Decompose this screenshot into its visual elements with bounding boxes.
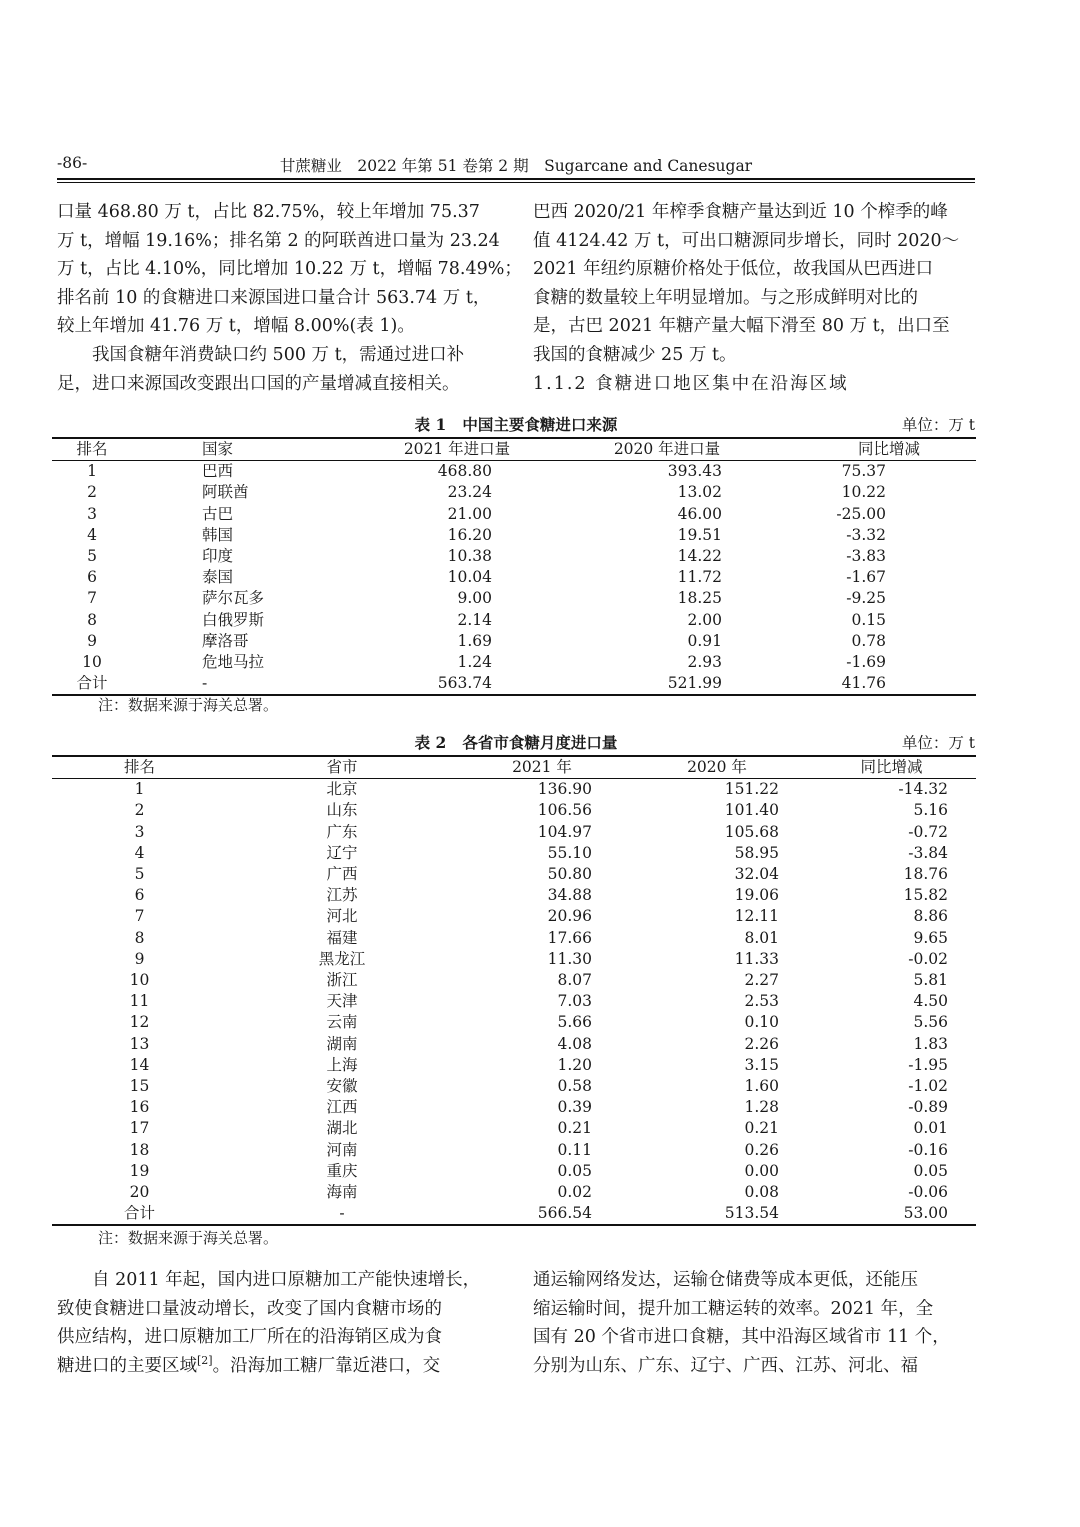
text-line: 足，进口来源国改变跟出口国的产量增减直接相关。 — [57, 373, 460, 394]
table-cell: 湖南 — [326, 1034, 358, 1053]
table-cell: 11 — [129, 992, 150, 1011]
table-cell: 5.16 — [913, 801, 948, 820]
table-row — [52, 991, 976, 1012]
table-cell: 0.05 — [913, 1161, 948, 1180]
text-fragment: 糖进口的主要区域 — [57, 1355, 197, 1376]
table-cell: -0.16 — [908, 1140, 948, 1159]
table1-caption-title: 中国主要食糖进口来源 — [462, 415, 618, 434]
section-subheading: 1.1.2 食糖进口地区集中在沿海区域 — [533, 373, 849, 394]
table-cell: 50.80 — [547, 865, 592, 884]
table-row — [52, 970, 976, 991]
table-cell: 20 — [129, 1183, 150, 1202]
table-cell: -1.67 — [846, 568, 886, 587]
table-row — [52, 546, 976, 567]
table-cell: -25.00 — [836, 504, 886, 523]
table1-note: 注：数据来源于海关总署。 — [98, 696, 279, 714]
table-cell: 0.26 — [744, 1140, 779, 1159]
table-cell: 河北 — [326, 907, 358, 926]
table-cell: 江西 — [326, 1098, 358, 1117]
table-row — [52, 567, 976, 588]
text-line: 供应结构，进口原糖加工厂所在的沿海销区成为食 — [57, 1327, 442, 1348]
table-cell: 9.65 — [913, 928, 948, 947]
table-cell: 泰国 — [202, 568, 234, 587]
table-cell: 0.39 — [557, 1098, 592, 1117]
table-cell: 20.96 — [547, 907, 592, 926]
table-cell: 湖北 — [326, 1119, 358, 1138]
table-cell: 5.56 — [913, 1013, 948, 1032]
table-row — [52, 1055, 976, 1076]
table-row — [52, 1161, 976, 1182]
table1-header-row — [52, 438, 976, 461]
table-cell: 41.76 — [841, 674, 886, 693]
table-row — [52, 482, 976, 503]
table-cell: 18.76 — [903, 865, 948, 884]
table1-caption — [57, 413, 975, 435]
body-column-right-bottom — [533, 1266, 975, 1380]
table-cell: 5.81 — [913, 971, 948, 990]
table-cell: 12.11 — [734, 907, 779, 926]
table-cell: 11.72 — [677, 568, 722, 587]
table-cell: 0.00 — [744, 1161, 779, 1180]
table-cell: 广东 — [326, 822, 358, 841]
text-fragment: 。沿海加工糖厂靠近港口，交 — [212, 1355, 441, 1376]
table2-caption — [57, 731, 975, 753]
table-cell: 17 — [129, 1119, 150, 1138]
table-row — [52, 885, 976, 906]
text-line: 是，古巴 2021 年糖产量大幅下滑至 80 万 t，出口至 — [533, 316, 950, 337]
table-cell: 55.10 — [547, 843, 592, 862]
table2-header-row — [52, 756, 976, 779]
table-cell: 10.04 — [447, 568, 492, 587]
table-cell: 1.24 — [457, 653, 492, 672]
table-cell: 104.97 — [537, 822, 592, 841]
table-cell: 4 — [134, 843, 145, 862]
table-cell: 75.37 — [841, 462, 886, 481]
table-cell: -14.32 — [898, 780, 948, 799]
table-cell: 3 — [134, 822, 145, 841]
text-line: 缩运输时间，提升加工糖运转的效率。2021 年，全 — [533, 1298, 934, 1319]
column-header: 排名 — [123, 758, 155, 776]
table-cell: 468.80 — [437, 462, 492, 481]
table-cell: 566.54 — [537, 1204, 592, 1223]
table-cell: 12 — [129, 1013, 150, 1032]
table-cell: 1.28 — [744, 1098, 779, 1117]
table-cell: 0.02 — [557, 1183, 592, 1202]
table2 — [52, 755, 976, 1226]
table-cell: 8.07 — [557, 971, 592, 990]
table-cell: -1.69 — [846, 653, 886, 672]
table-cell: 5 — [134, 865, 145, 884]
table-cell: 危地马拉 — [202, 653, 265, 672]
table2-caption-number: 表 2 — [414, 733, 447, 752]
table-cell: 1.83 — [913, 1034, 948, 1053]
table-cell: 天津 — [326, 992, 358, 1011]
table-cell: 106.56 — [537, 801, 592, 820]
table-cell: 1.60 — [744, 1077, 779, 1096]
table-cell: 8.01 — [744, 928, 779, 947]
table-cell: 1.20 — [557, 1055, 592, 1074]
table2-caption-title: 各省市食糖月度进口量 — [462, 733, 618, 752]
table-cell: 136.90 — [537, 780, 592, 799]
table-cell: 1.69 — [457, 631, 492, 650]
table-cell: 3 — [87, 504, 97, 523]
table-cell: -3.84 — [908, 843, 948, 862]
table-cell: 21.00 — [447, 504, 492, 523]
table-cell: 辽宁 — [326, 843, 358, 862]
text-line: 食糖的数量较上年明显增加。与之形成鲜明对比的 — [533, 287, 918, 308]
table-cell: 3.15 — [744, 1055, 779, 1074]
table-cell: 15.82 — [903, 886, 948, 905]
header-rule-thick — [57, 178, 975, 180]
table-cell: 0.21 — [557, 1119, 592, 1138]
table-cell: 合计 — [76, 674, 108, 693]
body-column-left-top — [57, 198, 522, 398]
table-cell: 8 — [134, 928, 145, 947]
table-cell: 46.00 — [677, 504, 722, 523]
table-cell: 4.08 — [557, 1034, 592, 1053]
table-row — [52, 800, 976, 821]
text-line: 2021 年纽约原糖价格处于低位，故我国从巴西进口 — [533, 259, 934, 280]
table-cell: 韩国 — [202, 525, 234, 544]
table-cell: 0.58 — [557, 1077, 592, 1096]
table-cell: 阿联酋 — [202, 483, 249, 502]
table-cell: 34.88 — [547, 886, 592, 905]
table-cell: 11.33 — [734, 949, 779, 968]
text-line: 我国食糖年消费缺口约 500 万 t，需通过进口补 — [92, 344, 465, 365]
text-line: 巴西 2020/21 年榨季食糖产量达到近 10 个榨季的峰 — [533, 202, 948, 222]
table-cell: 2.53 — [744, 992, 779, 1011]
text-line: 值 4124.42 万 t，可出口糖源同步增长，同时 2020～ — [533, 230, 960, 251]
text-line: 分别为山东、广东、辽宁、广西、江苏、河北、福 — [533, 1355, 918, 1376]
table-cell: - — [339, 1204, 345, 1223]
table-row — [52, 1034, 976, 1055]
table-cell: 5.66 — [557, 1013, 592, 1032]
table-cell: -1.95 — [908, 1055, 948, 1074]
table-cell: 安徽 — [326, 1077, 358, 1096]
table-row — [52, 461, 976, 483]
table-cell: -9.25 — [846, 589, 886, 608]
table1 — [52, 437, 976, 696]
text-line: 通运输网络发达，运输仓储费等成本更低，还能压 — [533, 1270, 918, 1290]
text-line: 万 t，占比 4.10%，同比增加 10.22 万 t，增幅 78.49%； — [57, 259, 522, 280]
table-cell: 2.00 — [687, 610, 722, 629]
table-cell: 8.86 — [913, 907, 948, 926]
table-cell: 浙江 — [326, 971, 358, 990]
table-cell: 10.38 — [447, 547, 492, 566]
table-row — [52, 504, 976, 525]
table-cell: 0.78 — [851, 631, 886, 650]
body-column-left-bottom — [57, 1266, 503, 1380]
table-cell: -1.02 — [908, 1077, 948, 1096]
table-cell: 53.00 — [903, 1204, 948, 1223]
table-cell: 2.93 — [687, 653, 722, 672]
table-cell: 513.54 — [724, 1204, 779, 1223]
table-cell: 18 — [129, 1140, 150, 1159]
table-cell: 15 — [129, 1077, 150, 1096]
header-rule-thin — [57, 182, 975, 183]
table-cell: 58.95 — [734, 843, 779, 862]
text-line — [57, 1352, 503, 1381]
table-cell: 0.11 — [557, 1140, 592, 1159]
journal-title: 甘蔗糖业 2022 年第 51 卷第 2 期 Sugarcane and Canesugar — [279, 157, 753, 175]
table-row — [52, 779, 976, 801]
table-cell: 6 — [134, 886, 145, 905]
table-cell: 0.91 — [687, 631, 722, 650]
table-row — [52, 631, 976, 652]
column-header: 同比增减 — [858, 440, 921, 458]
text-line: 我国的食糖减少 25 万 t。 — [533, 344, 737, 365]
table-cell: 2.27 — [744, 971, 779, 990]
text-line: 口量 468.80 万 t，占比 82.75%，较上年增加 75.37 — [57, 202, 480, 222]
table-row — [52, 864, 976, 885]
text-line: 国有 20 个省市进口食糖，其中沿海区域省市 11 个， — [533, 1327, 950, 1348]
table-cell: 19.06 — [734, 886, 779, 905]
table-cell: 4.50 — [913, 992, 948, 1011]
table-cell: 黑龙江 — [318, 949, 366, 968]
table-cell: 5 — [87, 547, 97, 566]
table-cell: 9 — [87, 631, 97, 650]
table-cell: 521.99 — [667, 674, 722, 693]
table-cell: 4 — [87, 525, 97, 544]
column-header: 2020 年进口量 — [613, 440, 721, 458]
table-cell: -0.06 — [908, 1183, 948, 1202]
table-cell: 白俄罗斯 — [202, 610, 265, 629]
text-line: 排名前 10 的食糖进口来源国进口量合计 563.74 万 t， — [57, 287, 491, 308]
table-cell: 19.51 — [677, 525, 722, 544]
table-cell: 1 — [87, 462, 97, 481]
table-cell: 18.25 — [677, 589, 722, 608]
table-cell: 10 — [129, 971, 150, 990]
column-header: 2021 年 — [512, 758, 572, 776]
table-cell: 重庆 — [326, 1161, 358, 1180]
table2-note: 注：数据来源于海关总署。 — [98, 1229, 279, 1247]
table-cell: -0.02 — [908, 949, 948, 968]
table-cell: 0.10 — [744, 1013, 779, 1032]
table-cell: -3.32 — [846, 525, 886, 544]
table-row — [52, 1076, 976, 1097]
table-cell: 巴西 — [202, 462, 234, 481]
table-cell: 7 — [87, 589, 97, 608]
table-row — [52, 588, 976, 609]
table-cell: 13.02 — [677, 483, 722, 502]
table-row — [52, 610, 976, 631]
table-cell: 0.05 — [557, 1161, 592, 1180]
table-cell: 古巴 — [202, 504, 234, 523]
column-header: 2020 年 — [687, 758, 747, 776]
text-line: 万 t，增幅 19.16%；排名第 2 的阿联酋进口量为 23.24 — [57, 230, 500, 251]
table-cell: -3.83 — [846, 547, 886, 566]
table-cell: 合计 — [123, 1204, 155, 1223]
table-cell: 海南 — [326, 1183, 358, 1202]
table-cell: 393.43 — [667, 462, 722, 481]
table-cell: -0.72 — [908, 822, 948, 841]
column-header: 排名 — [76, 440, 108, 458]
table-cell: 10.22 — [841, 483, 886, 502]
text-line: 致使食糖进口量波动增长，改变了国内食糖市场的 — [57, 1298, 442, 1319]
table-cell: 广西 — [326, 865, 358, 884]
table-total-row — [52, 1203, 976, 1225]
table-row — [52, 1097, 976, 1118]
table-cell: 23.24 — [447, 483, 492, 502]
table-cell: 13 — [129, 1034, 150, 1053]
table-cell: 2.14 — [457, 610, 492, 629]
table2-unit: 单位：万 t — [901, 734, 975, 752]
table-cell: 2 — [134, 801, 145, 820]
table-row — [52, 1118, 976, 1139]
column-header: 同比增减 — [860, 758, 923, 776]
table1-caption-number: 表 1 — [414, 415, 447, 434]
table-cell: 563.74 — [437, 674, 492, 693]
table-cell: 0.01 — [913, 1119, 948, 1138]
body-column-right-top — [533, 198, 975, 398]
table-cell: 9 — [134, 949, 145, 968]
column-header: 国家 — [202, 440, 234, 458]
table-cell: 105.68 — [724, 822, 779, 841]
table-cell: -0.89 — [908, 1098, 948, 1117]
table-cell: - — [202, 674, 208, 693]
table-cell: 151.22 — [724, 780, 779, 799]
table-row — [52, 1140, 976, 1161]
table-cell: 14 — [129, 1055, 150, 1074]
table-row — [52, 1012, 976, 1033]
text-line: 较上年增加 41.76 万 t，增幅 8.00%(表 1)。 — [57, 316, 415, 337]
table-row — [52, 843, 976, 864]
table-cell: 2.26 — [744, 1034, 779, 1053]
table-cell: 8 — [87, 610, 97, 629]
table-cell: 6 — [87, 568, 97, 587]
table-cell: 0.21 — [744, 1119, 779, 1138]
table-cell: 山东 — [326, 801, 358, 820]
table-cell: 9.00 — [457, 589, 492, 608]
table-cell: 17.66 — [547, 928, 592, 947]
table-cell: 32.04 — [734, 865, 779, 884]
table-row — [52, 949, 976, 970]
text-line: 自 2011 年起，国内进口原糖加工产能快速增长， — [92, 1270, 481, 1290]
table-cell: 上海 — [326, 1055, 358, 1074]
table-cell: 1 — [134, 780, 145, 799]
table1-unit: 单位：万 t — [901, 416, 975, 434]
table-total-row — [52, 673, 976, 695]
table-cell: 0.08 — [744, 1183, 779, 1202]
column-header: 省市 — [326, 758, 358, 776]
table-cell: 10 — [82, 653, 102, 672]
table-cell: 14.22 — [677, 547, 722, 566]
table-cell: 萨尔瓦多 — [202, 589, 265, 608]
table-row — [52, 652, 976, 673]
column-header: 2021 年进口量 — [403, 440, 511, 458]
table-cell: 101.40 — [724, 801, 779, 820]
table-row — [52, 906, 976, 927]
table-cell: 摩洛哥 — [202, 631, 249, 650]
table-cell: 19 — [129, 1161, 150, 1180]
table-cell: 0.15 — [851, 610, 886, 629]
table-row — [52, 822, 976, 843]
table-cell: 16.20 — [447, 525, 492, 544]
table-cell: 北京 — [326, 780, 358, 799]
table-cell: 河南 — [326, 1140, 358, 1159]
citation-marker: [2] — [197, 1353, 213, 1367]
table-cell: 福建 — [326, 928, 358, 947]
table-cell: 江苏 — [326, 886, 358, 905]
table-cell: 7 — [134, 907, 145, 926]
table-cell: 7.03 — [557, 992, 592, 1011]
table-cell: 2 — [87, 483, 97, 502]
table-row — [52, 525, 976, 546]
table-cell: 16 — [129, 1098, 150, 1117]
table-cell: 11.30 — [547, 949, 592, 968]
page-number: -86- — [57, 154, 88, 172]
table-row — [52, 928, 976, 949]
table-cell: 印度 — [202, 547, 234, 566]
table-row — [52, 1182, 976, 1203]
table-cell: 云南 — [326, 1013, 358, 1032]
running-header — [57, 154, 975, 178]
